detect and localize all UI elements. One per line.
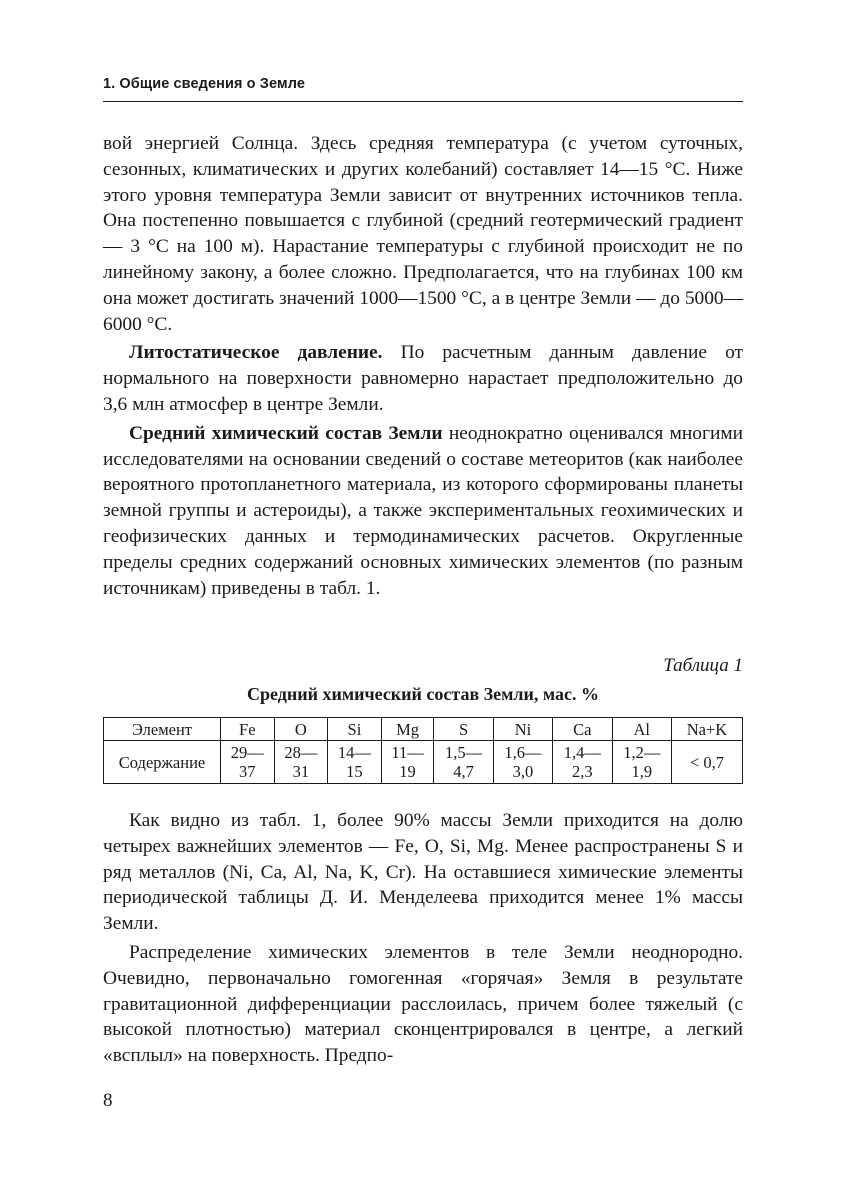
table-cell [553, 741, 612, 784]
table-header-cell: Ca [553, 718, 612, 741]
table-cell [328, 741, 382, 784]
header-rule [103, 101, 743, 102]
table-header-cell: Si [328, 718, 382, 741]
table-cell [434, 741, 493, 784]
table-header-cell: Элемент [104, 718, 221, 741]
cell-line: 1,2— [623, 743, 661, 762]
cell-line: 14— [337, 743, 371, 762]
cell-line: 1,9 [631, 762, 653, 781]
body-text-top [103, 131, 743, 601]
table-cell [672, 741, 743, 784]
table-header-cell: S [434, 718, 493, 741]
paragraph-text: вой энергией Солнца. Здесь средняя температура (с учетом суточных, сезонных, климатических и других колебаний) составляет 14—15 °С. Ниже этого уровня температура Земли зависит от внутренних источников тепла. Она постепенно повышается с глубиной (средний геотермический градиент — 3 °С на 100 м). Нарастание температуры с глубиной происходит не по линейному закону, а более сложно. Предполагается, что на глубинах 100 км она может достигать значений 1000—1500 °С, а в центре Земли — до 5000—6000 °С. [103, 133, 743, 335]
table-header-row [104, 718, 743, 741]
cell-line: < 0,7 [689, 752, 725, 772]
paragraph-text: неоднократно оценивался многими исследователями на основании сведений о составе метеоритов (как наиболее вероятного протопланетного материала, из которого сформированы планеты земной группы и астероиды), а также экспериментальных геохимических и геофизических данных и термодинамических расчетов. Округленные пределы средних содержаний основных химических элементов (по разным источникам) приведены в табл. 1. [103, 422, 743, 599]
table-header-cell: Fe [221, 718, 275, 741]
cell-line: 19 [399, 762, 416, 781]
cell-line: 11— [391, 743, 424, 762]
page-number: 8 [103, 1090, 113, 1111]
table-header-cell: Mg [381, 718, 434, 741]
cell-line: 4,7 [453, 762, 474, 781]
table-row-label: Содержание [104, 741, 221, 784]
paragraph-text: По расчетным данным давление от нормального на поверхности равномерно нарастает предположительно до 3,6 млн атмосфер в центре Земли. [103, 342, 743, 415]
cell-line: 37 [239, 762, 256, 781]
table-cell [612, 741, 671, 784]
paragraph-heading: Средний химический состав Земли [129, 422, 443, 444]
cell-line: 15 [346, 762, 363, 781]
composition-table [103, 717, 743, 784]
table-header-cell: Al [612, 718, 671, 741]
table-label: Таблица 1 [663, 655, 743, 676]
running-head-title: 1. Общие сведения о Земле [103, 76, 306, 92]
table-header-cell: Na+K [672, 718, 743, 741]
table-cell [274, 741, 328, 784]
cell-line: 2,3 [572, 762, 593, 781]
table-title: Средний химический состав Земли, мас. % [246, 684, 600, 704]
cell-line: 31 [292, 762, 310, 781]
paragraph-temperature [103, 131, 743, 337]
paragraph-composition [103, 421, 743, 602]
table-cell [221, 741, 275, 784]
cell-line: 3,0 [512, 762, 534, 781]
body-text-bottom [103, 808, 743, 1069]
cell-line: 1,4— [563, 743, 601, 762]
table-header-cell: Ni [493, 718, 552, 741]
cell-line: 1,6— [504, 743, 542, 762]
paragraph-main-elements: Как видно из табл. 1, более 90% массы Земли приходится на долю четырех важнейших элементов — Fe, O, Si, Mg. Менее распространены S и ряд металлов (Ni, Ca, Al, Na, K, Cr). На оставшиеся химические элементы периодической таблицы Д. И. Менделеева приходится менее 1% массы Земли. [103, 810, 743, 935]
cell-line: 29— [230, 743, 264, 762]
paragraph-distribution: Распределение химических элементов в теле Земли неоднородно. Очевидно, первоначально гомогенная «горячая» Земля в результате гравитационной дифференциации расслоилась, причем более тяжелый (с высокой плотностью) материал сконцентрировался в центре, а легкий «всплыл» на поверхность. Предпо- [103, 941, 743, 1067]
table-data-row [104, 741, 743, 784]
cell-line: 1,5— [445, 743, 483, 762]
paragraph-heading: Литостатическое давление. [129, 342, 383, 364]
table-header-cell: O [274, 718, 328, 741]
cell-line: 28— [284, 743, 318, 762]
table-cell [381, 741, 434, 784]
paragraph-pressure [103, 340, 743, 417]
table-cell [493, 741, 552, 784]
